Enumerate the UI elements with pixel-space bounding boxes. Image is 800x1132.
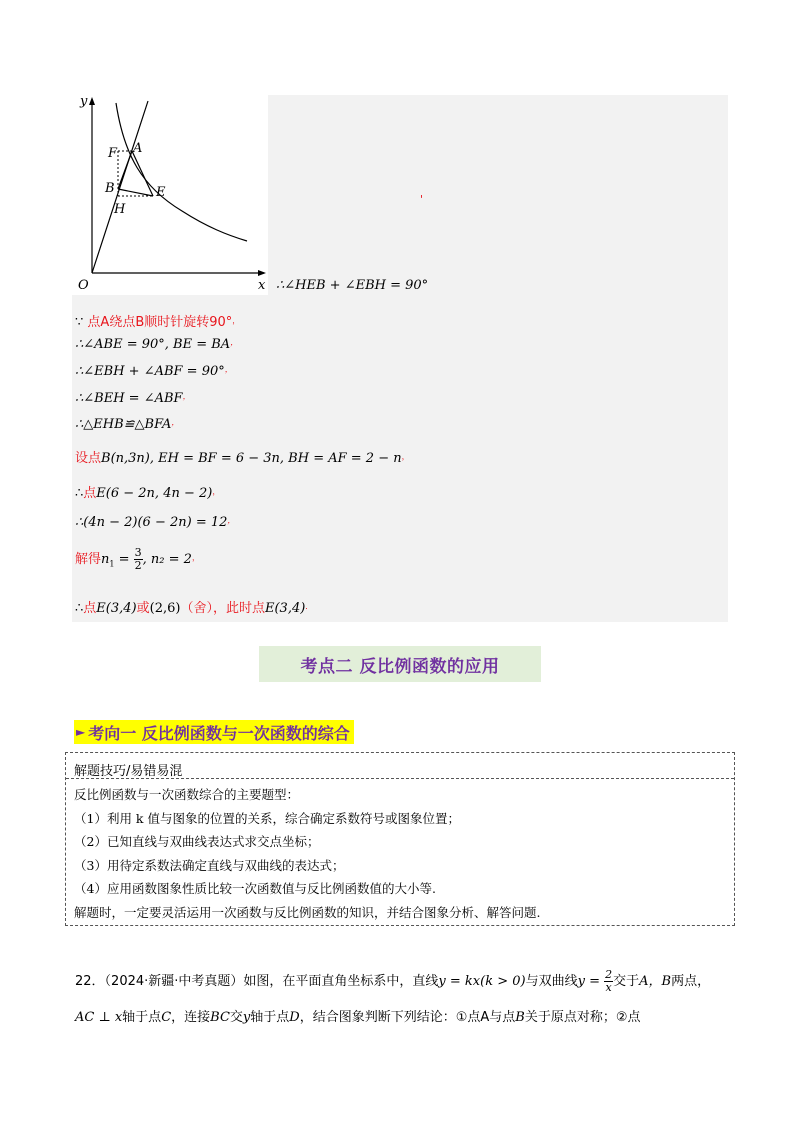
segment-bc: BC (210, 1010, 230, 1025)
point-e1: E(3,4) (96, 601, 137, 616)
solution-line-5 (75, 417, 179, 432)
discard-text: （舍） (180, 601, 213, 616)
tips-heading: 解题技巧/易错易混 (74, 764, 183, 779)
hyperbola-y: y = (577, 974, 600, 989)
problem-text: 交 (229, 1010, 243, 1025)
tip-line: （2）已知直线与双曲线表达式求交点坐标； (74, 834, 320, 849)
solution-line-3 (75, 364, 233, 379)
point-e-label: E (156, 185, 166, 200)
fraction-three-halves (134, 547, 143, 572)
problem-source: （2024·新疆·中考真题）如图，在平面直角坐标系中，直线 (104, 974, 439, 989)
sub-title (74, 720, 354, 744)
angle-sum-statement: ∴∠HEB + ∠EBH = 90° (276, 278, 429, 293)
n1-symbol: n (101, 552, 110, 567)
point-e2: (2,6) (149, 601, 181, 616)
comma: ， (401, 452, 410, 461)
solution-line-7 (75, 482, 220, 501)
problem-text: 两点， (671, 974, 711, 989)
because-symbol: ∵ (75, 315, 84, 330)
line-3-text: ∴∠EBH + ∠ABF = 90° (75, 364, 225, 379)
or-text: 或 (136, 601, 150, 616)
problem-text: 轴于点 (122, 1010, 162, 1025)
point-b: B (515, 1010, 525, 1025)
point-d: D (289, 1010, 300, 1025)
solution-line-6 (75, 447, 410, 466)
at-this-time-text: ，此时点 (212, 601, 265, 616)
solution-line-9: 解得$n_1$ = $\frac{3}{2}$ , n₂ = 2， (75, 546, 200, 572)
solution-line-10 (75, 597, 313, 616)
numerator: 3 (134, 546, 142, 559)
line-5-text: ∴△EHB≌△BFA (75, 417, 172, 432)
point-h-label: H (114, 202, 126, 217)
hyperbola-fraction (604, 969, 613, 994)
problem-line-1 (75, 969, 710, 994)
origin-label: O (78, 278, 89, 293)
numerator: 2 (605, 968, 613, 981)
tips-divider (66, 778, 734, 779)
therefore-symbol: ∴ (75, 601, 84, 616)
line-2-text: ∴∠ABE = 90°, BE = BA (75, 337, 231, 352)
perp-expr: AC ⊥ x (75, 1010, 123, 1025)
points-ab: A，B (639, 974, 672, 989)
comma: ， (224, 365, 233, 374)
point-a-label: A (133, 141, 143, 156)
point-text: 点 (83, 601, 97, 616)
comma: ， (212, 487, 221, 496)
problem-text: 与双曲线 (525, 974, 578, 989)
line-9-rest: , n₂ = 2 (142, 552, 192, 567)
tip-line: 解题时，一定要灵活运用一次函数与反比例函数的知识，并结合图象分析、解答问题. (74, 905, 541, 920)
problem-text: ，连接 (171, 1010, 211, 1025)
y-axis-symbol: y (242, 1010, 251, 1025)
line-6-math: B(n,3n), EH = BF = 6 − 3n, BH = AF = 2 − n (101, 451, 402, 466)
problem-text: ，结合图象判断下列结论：①点A与点 (299, 1010, 516, 1025)
problem-text: 关于原点对称；②点 (524, 1010, 641, 1025)
problem-text: 交于 (613, 974, 640, 989)
line-equation: y = kx(k > 0) (438, 974, 526, 989)
denominator: 2 (134, 559, 142, 572)
stray-mark: ' (420, 193, 424, 206)
comma: ， (191, 553, 200, 562)
rotation-text: 点A绕点B顺时针旋转90° (87, 315, 233, 330)
comma: ， (182, 392, 191, 401)
line-8-text: ∴(4n − 2)(6 − 2n) = 12 (75, 515, 228, 530)
tip-line: （3）用待定系数法确定直线与双曲线的表达式； (74, 858, 345, 873)
tip-line: 反比例函数与一次函数综合的主要题型： (74, 787, 300, 802)
section-title: 考点二 反比例函数的应用 (259, 646, 541, 682)
tip-line: （1）利用 k 值与图象的位置的关系，综合确定系数符号或图象位置； (74, 811, 460, 826)
problem-line-2 (75, 1006, 641, 1025)
solution-line-1 (75, 311, 240, 330)
graph-figure (72, 95, 268, 295)
comma: ， (171, 418, 180, 427)
sub-title-text: 考向一 反比例函数与一次函数的综合 (88, 723, 350, 743)
line-4-text: ∴∠BEH = ∠ABF (75, 391, 183, 406)
denominator: x (605, 981, 612, 994)
solution-line-8 (75, 515, 235, 530)
comma: ， (232, 316, 241, 325)
point-b-label: B (105, 181, 115, 196)
triangle-icon: ► (76, 725, 86, 739)
line-7-math: E(6 − 2n, 4n − 2) (96, 486, 213, 501)
problem-text: 轴于点 (250, 1010, 290, 1025)
problem-number: 22． (75, 974, 105, 989)
comma: ， (227, 516, 236, 525)
axis-x-label: x (258, 278, 266, 293)
point-e3: E(3,4) (264, 601, 306, 616)
comma: ， (230, 338, 239, 347)
solve-text: 解得 (75, 552, 102, 567)
therefore-symbol: ∴ (75, 486, 84, 501)
point-c: C (161, 1010, 172, 1025)
axis-y-label: y (80, 95, 88, 109)
point-text: 点 (83, 486, 97, 501)
period: ． (305, 602, 314, 611)
solution-line-2 (75, 337, 238, 352)
solution-line-4 (75, 391, 191, 406)
let-point-text: 设点 (75, 451, 102, 466)
point-f-label: F (108, 146, 118, 161)
tip-line: （4）应用函数图象性质比较一次函数值与反比例函数值的大小等. (74, 881, 436, 896)
